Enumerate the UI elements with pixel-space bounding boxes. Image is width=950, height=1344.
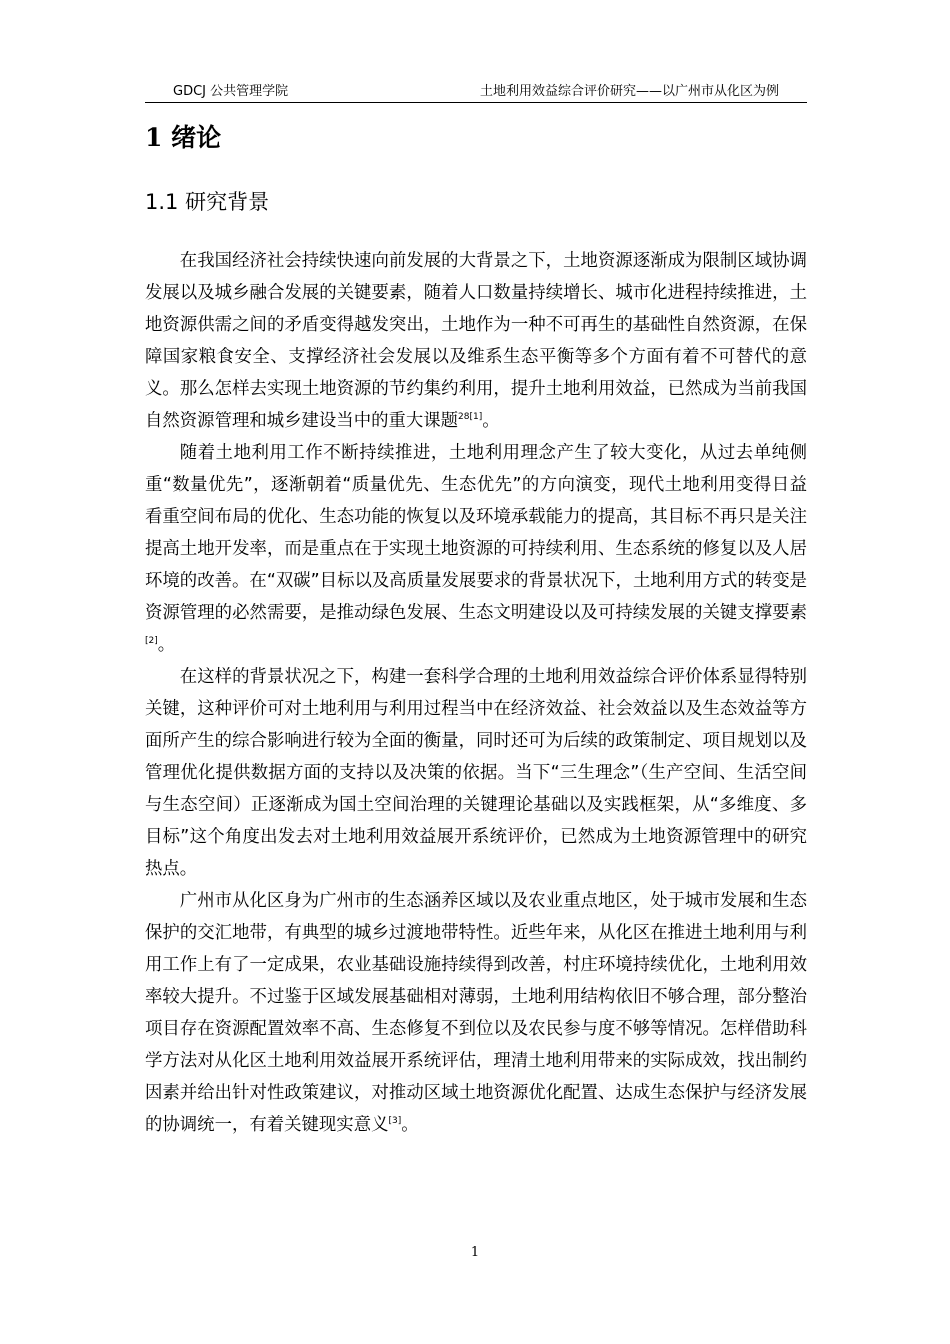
citation: [3]	[388, 1116, 402, 1127]
citation: [2]	[145, 636, 158, 647]
paragraph-text: 随着土地利用工作不断持续推进，土地利用理念产生了较大变化，从过去单纯侧重“数量优先”，逐渐朝着“质量优先、生态优先”的方向演变，现代土地利用变得日益看重空间布局的优化、生态功能的恢复以及环境承载能力的提高，其目标不再只是关注提高土地开发率，而是重点在于实现土地资源的可持续利用、生态系统的修复以及人居环境的改善。在“双碳”目标以及高质量发展要求的背景状况下，土地利用方式的转变是资源管理的必然需要，是推动绿色发展、生态文明建设以及可持续发展的关键支撑要素	[145, 443, 807, 623]
header-thesis-title: 土地利用效益综合评价研究——以广州市从化区为例	[479, 84, 779, 99]
paragraph-end: 。	[157, 635, 176, 655]
citation: 28[1]	[458, 412, 483, 423]
paragraph-text: 在这样的背景状况之下，构建一套科学合理的土地利用效益综合评价体系显得特别关键，这种评价可对土地利用与利用过程当中在经济效益、社会效益以及生态效益等方面所产生的综合影响进行较为全面的衡量，同时还可为后续的政策制定、项目规划以及管理优化提供数据方面的支持以及决策的依据。当下“三生理念”（生产空间、生活空间与生态空间）正逐渐成为国土空间治理的关键理论基础以及实践框架，从“多维度、多目标”这个角度出发去对土地利用效益展开系统评价，已然成为土地资源管理中的研究热点。	[145, 667, 807, 879]
paragraph	[145, 437, 807, 661]
paragraph	[145, 661, 807, 885]
paragraph-text: 在我国经济社会持续快速向前发展的大背景之下，土地资源逐渐成为限制区域协调发展以及城乡融合发展的关键要素，随着人口数量持续增长、城市化进程持续推进，土地资源供需之间的矛盾变得越发突出，土地作为一种不可再生的基础性自然资源，在保障国家粮食安全、支撑经济社会发展以及维系生态平衡等多个方面有着不可替代的意义。那么怎样去实现土地资源的节约集约利用，提升土地利用效益，已然成为当前我国自然资源管理和城乡建设当中的重大课题	[145, 251, 807, 431]
paragraph	[145, 885, 807, 1141]
body-text	[145, 245, 807, 1141]
paragraph-end: 。	[482, 411, 500, 431]
page-header	[145, 80, 807, 103]
paragraph-text: 广州市从化区身为广州市的生态涵养区域以及农业重点地区，处于城市发展和生态保护的交汇地带，有典型的城乡过渡地带特性。近些年来，从化区在推进土地利用与利用工作上有了一定成果，农业基础设施持续得到改善，村庄环境持续优化，土地利用效率较大提升。不过鉴于区域发展基础相对薄弱，土地利用结构依旧不够合理，部分整治项目存在资源配置效率不高、生态修复不到位以及农民参与度不够等情况。怎样借助科学方法对从化区土地利用效益展开系统评估，理清土地利用带来的实际成效，找出制约因素并给出针对性政策建议，对推动区域土地资源优化配置、达成生态保护与经济发展的协调统一，有着关键现实意义	[145, 891, 807, 1135]
page-number: 1	[470, 1245, 480, 1260]
paragraph-end: 。	[401, 1115, 419, 1135]
paragraph	[145, 245, 807, 437]
header-institution: GDCJ 公共管理学院	[173, 84, 289, 99]
chapter-title: 1 绪论	[145, 123, 222, 152]
section-title: 1.1 研究背景	[145, 190, 270, 214]
